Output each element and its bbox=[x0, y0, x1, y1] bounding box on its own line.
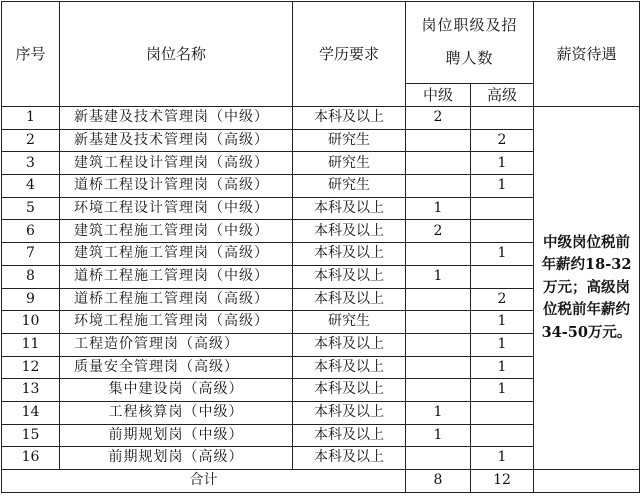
row-number: 12 bbox=[2, 356, 60, 379]
mid-count bbox=[406, 288, 471, 311]
senior-count: 1 bbox=[471, 356, 534, 379]
mid-count bbox=[406, 152, 471, 175]
senior-count: 1 bbox=[471, 175, 534, 198]
education-requirement: 本科及以上 bbox=[293, 379, 406, 402]
position-name: 前期规划岗（中级） bbox=[60, 424, 293, 447]
education-requirement: 本科及以上 bbox=[293, 197, 406, 220]
position-name: 建筑工程施工管理岗（中级） bbox=[60, 220, 293, 243]
senior-count bbox=[471, 220, 534, 243]
senior-count: 1 bbox=[471, 379, 534, 402]
position-name: 环境工程施工管理岗（高级） bbox=[60, 311, 293, 334]
row-number: 1 bbox=[2, 107, 60, 130]
senior-count: 1 bbox=[471, 333, 534, 356]
education-requirement: 研究生 bbox=[293, 152, 406, 175]
header-no: 序号 bbox=[2, 2, 60, 107]
position-name: 工程造价管理岗（高级） bbox=[60, 333, 293, 356]
senior-count: 1 bbox=[471, 311, 534, 334]
total-row bbox=[2, 470, 640, 493]
mid-count: 1 bbox=[406, 424, 471, 447]
position-name: 道桥工程设计管理岗（高级） bbox=[60, 175, 293, 198]
mid-count bbox=[406, 333, 471, 356]
position-name: 新基建及技术管理岗（高级） bbox=[60, 129, 293, 152]
header-education: 学历要求 bbox=[293, 2, 406, 107]
header-mid: 中级 bbox=[406, 83, 471, 106]
education-requirement: 研究生 bbox=[293, 175, 406, 198]
senior-count bbox=[471, 265, 534, 288]
senior-count bbox=[471, 424, 534, 447]
salary-description: 中级岗位税前年薪约18-32万元；高级岗位税前年薪约34-50万元。 bbox=[534, 107, 640, 470]
education-requirement: 本科及以上 bbox=[293, 243, 406, 266]
senior-count: 1 bbox=[471, 243, 534, 266]
row-number: 16 bbox=[2, 447, 60, 470]
row-number: 3 bbox=[2, 152, 60, 175]
position-name: 道桥工程施工管理岗（高级） bbox=[60, 288, 293, 311]
senior-count bbox=[471, 197, 534, 220]
row-number: 15 bbox=[2, 424, 60, 447]
position-name: 环境工程设计管理岗（中级） bbox=[60, 197, 293, 220]
mid-count: 1 bbox=[406, 401, 471, 424]
position-name: 道桥工程施工管理岗（中级） bbox=[60, 265, 293, 288]
education-requirement: 本科及以上 bbox=[293, 107, 406, 130]
mid-count bbox=[406, 447, 471, 470]
mid-count bbox=[406, 379, 471, 402]
row-number: 8 bbox=[2, 265, 60, 288]
mid-count bbox=[406, 243, 471, 266]
mid-count: 1 bbox=[406, 265, 471, 288]
position-name: 前期规划岗（高级） bbox=[60, 447, 293, 470]
position-name: 新基建及技术管理岗（中级） bbox=[60, 107, 293, 130]
mid-count: 2 bbox=[406, 220, 471, 243]
row-number: 4 bbox=[2, 175, 60, 198]
header-row-top bbox=[2, 2, 640, 84]
position-name: 工程核算岗（中级） bbox=[60, 401, 293, 424]
mid-count: 2 bbox=[406, 107, 471, 130]
education-requirement: 研究生 bbox=[293, 129, 406, 152]
total-mid: 8 bbox=[406, 470, 471, 493]
header-position: 岗位名称 bbox=[60, 2, 293, 107]
total-senior: 12 bbox=[471, 470, 534, 493]
row-number: 9 bbox=[2, 288, 60, 311]
education-requirement: 本科及以上 bbox=[293, 265, 406, 288]
position-name: 建筑工程施工管理岗（高级） bbox=[60, 243, 293, 266]
row-number: 14 bbox=[2, 401, 60, 424]
mid-count: 1 bbox=[406, 197, 471, 220]
row-number: 6 bbox=[2, 220, 60, 243]
header-grade-recruit: 岗位职级及招聘人数 bbox=[406, 2, 534, 84]
mid-count bbox=[406, 311, 471, 334]
total-salary-empty bbox=[534, 470, 640, 493]
education-requirement: 研究生 bbox=[293, 311, 406, 334]
mid-count bbox=[406, 175, 471, 198]
mid-count bbox=[406, 129, 471, 152]
education-requirement: 本科及以上 bbox=[293, 220, 406, 243]
senior-count bbox=[471, 401, 534, 424]
recruitment-table bbox=[1, 1, 640, 493]
senior-count bbox=[471, 107, 534, 130]
senior-count: 2 bbox=[471, 288, 534, 311]
row-number: 10 bbox=[2, 311, 60, 334]
position-name: 建筑工程设计管理岗（高级） bbox=[60, 152, 293, 175]
table-row bbox=[2, 107, 640, 130]
mid-count bbox=[406, 356, 471, 379]
row-number: 11 bbox=[2, 333, 60, 356]
senior-count: 1 bbox=[471, 152, 534, 175]
education-requirement: 本科及以上 bbox=[293, 288, 406, 311]
header-salary: 薪资待遇 bbox=[534, 2, 640, 107]
row-number: 5 bbox=[2, 197, 60, 220]
row-number: 7 bbox=[2, 243, 60, 266]
education-requirement: 本科及以上 bbox=[293, 333, 406, 356]
education-requirement: 本科及以上 bbox=[293, 447, 406, 470]
position-name: 质量安全管理岗（高级） bbox=[60, 356, 293, 379]
education-requirement: 本科及以上 bbox=[293, 424, 406, 447]
education-requirement: 本科及以上 bbox=[293, 401, 406, 424]
row-number: 2 bbox=[2, 129, 60, 152]
header-senior: 高级 bbox=[471, 83, 534, 106]
senior-count: 2 bbox=[471, 129, 534, 152]
position-name: 集中建设岗（高级） bbox=[60, 379, 293, 402]
total-label: 合计 bbox=[2, 470, 406, 493]
senior-count: 1 bbox=[471, 447, 534, 470]
education-requirement: 本科及以上 bbox=[293, 356, 406, 379]
row-number: 13 bbox=[2, 379, 60, 402]
